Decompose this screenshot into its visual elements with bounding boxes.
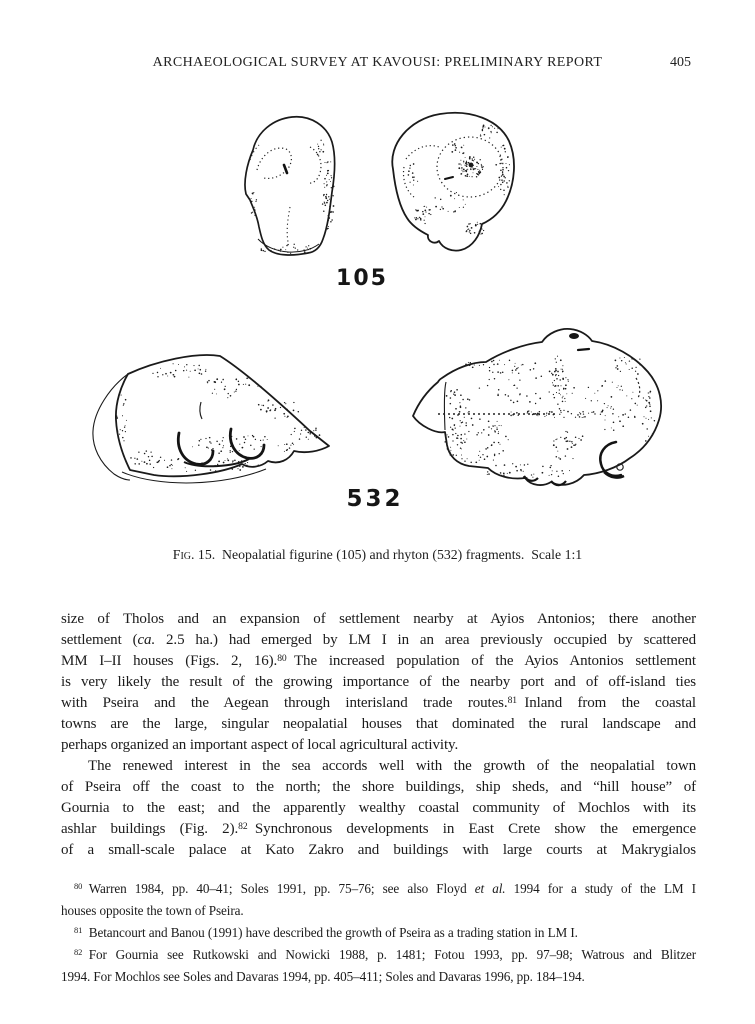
text-segment: Synchronous developments in East Crete show the emergence [247,821,697,837]
text-segment: perhaps organized an important aspect of local agricultural activity. [61,737,459,753]
paragraph [61,609,696,756]
figure-number-105: 105 [336,266,388,291]
text-segment: houses opposite the town of Pseira. [61,903,244,918]
text-segment: of Pseira off the coast to the north; the shore buildings, ship sheds, and “hill house” of [61,779,696,795]
text-segment: Gournia to the east; and the apparently wealthy coastal community of Mochlos with its [61,800,696,816]
footnote-ref: 80 [74,881,83,892]
rhyton-532-left-fragment-drawing [84,347,332,492]
rhyton-532-right-fragment-drawing [408,326,666,492]
text-line [61,714,696,735]
text-line [61,840,696,861]
text-line [61,609,696,630]
running-head [0,55,755,75]
figurine-105-front-drawing [233,112,341,258]
text-line [61,819,696,840]
footnote-ref: 81 [74,925,83,936]
body-text [61,609,696,861]
text-segment: 2.5 ha.) had emerged by LM I in an area previously occupied by scattered [155,632,696,648]
text-segment: . 15. Neopalatial figurine (105) and rhyton (532) fragments. Scale 1:1 [191,547,583,562]
footnote-ref: 80 [277,652,287,664]
text-segment: Warren 1984, pp. 40–41; Soles 1991, pp. 75–76; see also Floyd [82,881,475,896]
text-segment: is very likely the result of the growing importance of the nearby port and of off-island ties [61,674,696,690]
text-segment: 1994. For Mochlos see Soles and Davaras 1994, pp. 405–411; Soles and Davaras 1996, pp. 184–194. [61,969,585,984]
text-segment: Betancourt and Banou (1991) have described the growth of Pseira as a trading station in LM I. [82,925,578,940]
footnote-ref: 82 [74,947,83,958]
text-line [61,735,696,756]
text-segment: The renewed interest in the sea accords well with the growth of the neopalatial town [88,758,696,774]
text-segment: Inland from the coastal [516,695,696,711]
text-segment: For Gournia see Rutkowski and Nowicki 1988, p. 1481; Fotou 1993, pp. 97–98; Watrous and Blitzer [82,947,696,962]
text-line [61,630,696,651]
footnotes [61,878,696,988]
text-line [61,672,696,693]
text-segment: MM I–II houses (Figs. 2, 16). [61,653,278,669]
text-segment: towns are the large, singular neopalatial houses that dominated the rural landscape and [61,716,696,732]
text-line [61,878,696,900]
figurine-105-back-drawing [383,107,518,255]
text-segment: size of Tholos and an expansion of settlement nearby at Ayios Antonios; there another [61,611,696,627]
text-line [61,922,696,944]
text-line [61,756,696,777]
text-segment: settlement ( [61,632,138,648]
text-line [61,693,696,714]
text-segment: et al. [474,881,506,896]
text-segment: ashlar buildings (Fig. 2). [61,821,239,837]
text-line [61,944,696,966]
text-segment: ca. [137,632,156,648]
text-line [61,798,696,819]
running-head-title: ARCHAEOLOGICAL SURVEY AT KAVOUSI: PRELIMINARY REPORT [152,55,603,70]
text-segment: 1994 for a study of the LM I [505,881,696,896]
footnote-ref: 81 [507,694,517,706]
paragraph [61,922,696,944]
text-line [61,900,696,922]
paragraph [61,878,696,922]
text-line [61,966,696,988]
paragraph [61,756,696,861]
text-line [61,651,696,672]
footnote-ref: 82 [238,820,248,832]
text-segment: of a small-scale palace at Kato Zakro and buildings with large courts at Makrygialos [61,842,696,858]
figure-caption [0,547,755,563]
page-number: 405 [670,55,691,70]
text-line [61,777,696,798]
paragraph [61,944,696,988]
text-segment: with Pseira and the Aegean through interisland trade routes. [61,695,508,711]
text-segment: The increased population of the Ayios Antonios settlement [286,653,696,669]
text-segment: Fig [172,547,192,562]
figure-number-532: 532 [346,486,404,512]
